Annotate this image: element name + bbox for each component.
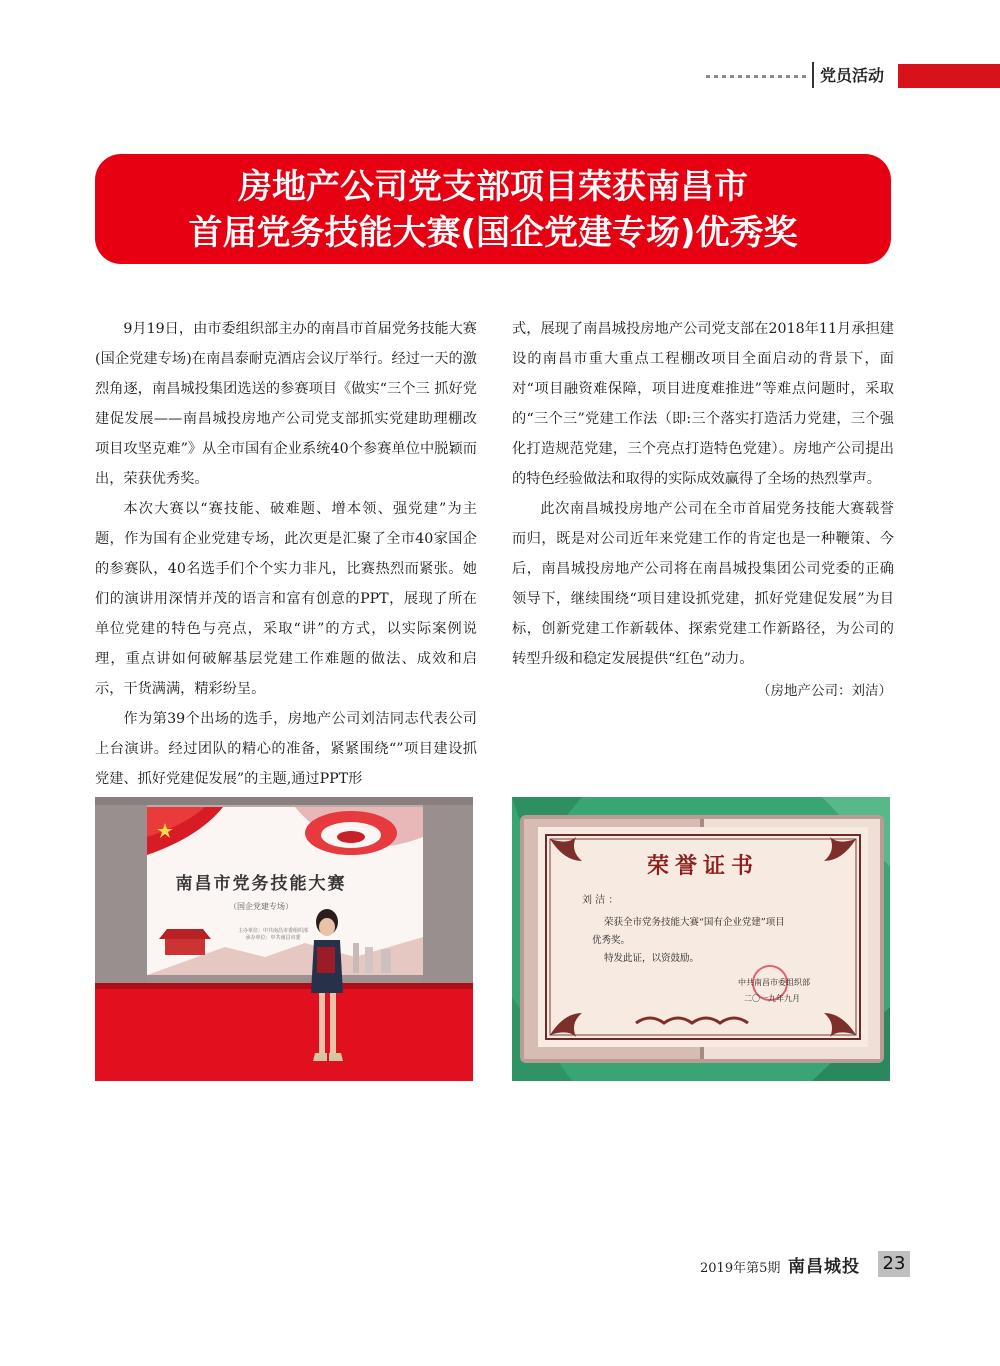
certificate-folder-icon <box>317 947 335 973</box>
header-dotted-rule <box>706 75 806 78</box>
certificate-body-2: 优秀奖。 <box>592 935 631 946</box>
stage-photo <box>95 797 473 1081</box>
certificate-photo-illustration <box>512 797 890 1081</box>
title-line-2: 首届党务技能大赛(国企党建专场)优秀奖 <box>188 213 798 253</box>
section-label: 党员活动 <box>820 66 885 85</box>
paragraph: 9月19日，由市委组织部主办的南昌市首届党务技能大赛(国企党建专场)在南昌泰耐克酒店会议厅举行。经过一天的激烈角逐，南昌城投集团选送的参赛项目《做实“三个三 抓好党建促发展——南昌城投房地产公司党支部抓实党建助理棚改项目攻坚克难”》从全市国有企业系统40个参赛单位中脱颖而出，荣获优秀奖。 <box>95 321 477 487</box>
paragraph: 作为第39个出场的选手，房地产公司刘洁同志代表公司上台演讲。经过团队的精心的准备，紧紧围绕“”项目建设抓党建、抓好党建促发展”的主题,通过PPT形 <box>95 711 477 787</box>
certificate-name: 刘 洁 ： <box>582 895 619 906</box>
certificate-body-3: 特发此证，以资鼓励。 <box>604 953 700 964</box>
article-column-right <box>512 314 894 706</box>
page-number: 23 <box>878 1251 910 1277</box>
article-column-left <box>95 314 477 794</box>
screen-subtitle: （国企党建专场） <box>229 902 293 911</box>
title-banner <box>95 154 891 264</box>
paragraph-continued: 式，展现了南昌城投房地产公司党支部在2018年11月承担建设的南昌市重大重点工程棚改项目全面启动的背景下，面对“项目融资难保障，项目进度难推进”等难点问题时，采取的“三个三”党建工作法（即:三个落实打造活力党建，三个强化打造规范党建，三个亮点打造特色党建）。房地产公司提出的特色经验做法和取得的实际成效赢得了全场的热烈掌声。 <box>512 321 894 487</box>
header-separator <box>812 62 814 88</box>
certificate-issuer: 中共南昌市委组织部 <box>738 978 810 987</box>
certificate-photo <box>512 797 890 1081</box>
paragraph: 此次南昌城投房地产公司在全市首届党务技能大赛载誉而归，既是对公司近年来党建工作的肯定也是一种鞭策、今后，南昌城投房地产公司将在南昌城投集团公司党委的正确领导下，继续围绕“项目建设抓党建，抓好党建促发展”为目标，创新党建工作新载体、探索党建工作新路径，为公司的转型升级和稳定发展提供“红色”动力。 <box>512 501 894 667</box>
certificate-date: 二〇一九年九月 <box>744 994 800 1003</box>
title-line-1: 房地产公司党支部项目荣获南昌市 <box>238 167 748 207</box>
paragraph: 本次大赛以“赛技能、破难题、增本领、强党建”为主题，作为国有企业党建专场，此次更是汇聚了全市40家国企的参赛队，40名选手们个个实力非凡，比赛热烈而紧张。她们的演讲用深情并茂的语言和富有创意的PPT，展现了所在单位党建的特色与亮点，采取“讲”的方式，以实际案例说理，重点讲如何破解基层党建工作难题的做法、成效和启示，干货满满，精彩纷呈。 <box>95 501 477 697</box>
certificate-body-1: 荣获全市党务技能大赛“国有企业党建”项目 <box>604 917 785 928</box>
byline: （房地产公司：刘洁） <box>757 683 892 699</box>
screen-organizer-1: 主办单位：中共南昌市委组织部 <box>237 928 309 934</box>
screen-organizer-2: 承办单位：中共南昌市委 <box>245 935 301 941</box>
certificate-heading: 荣誉证书 <box>646 853 760 879</box>
footer-brand-logo: 南昌城投 <box>788 1257 860 1277</box>
footer-issue: 2019年第5期 <box>700 1261 781 1276</box>
header-red-bar <box>898 64 1000 88</box>
stage-photo-illustration <box>95 797 473 1081</box>
screen-title: 南昌市党务技能大赛 <box>175 874 347 894</box>
